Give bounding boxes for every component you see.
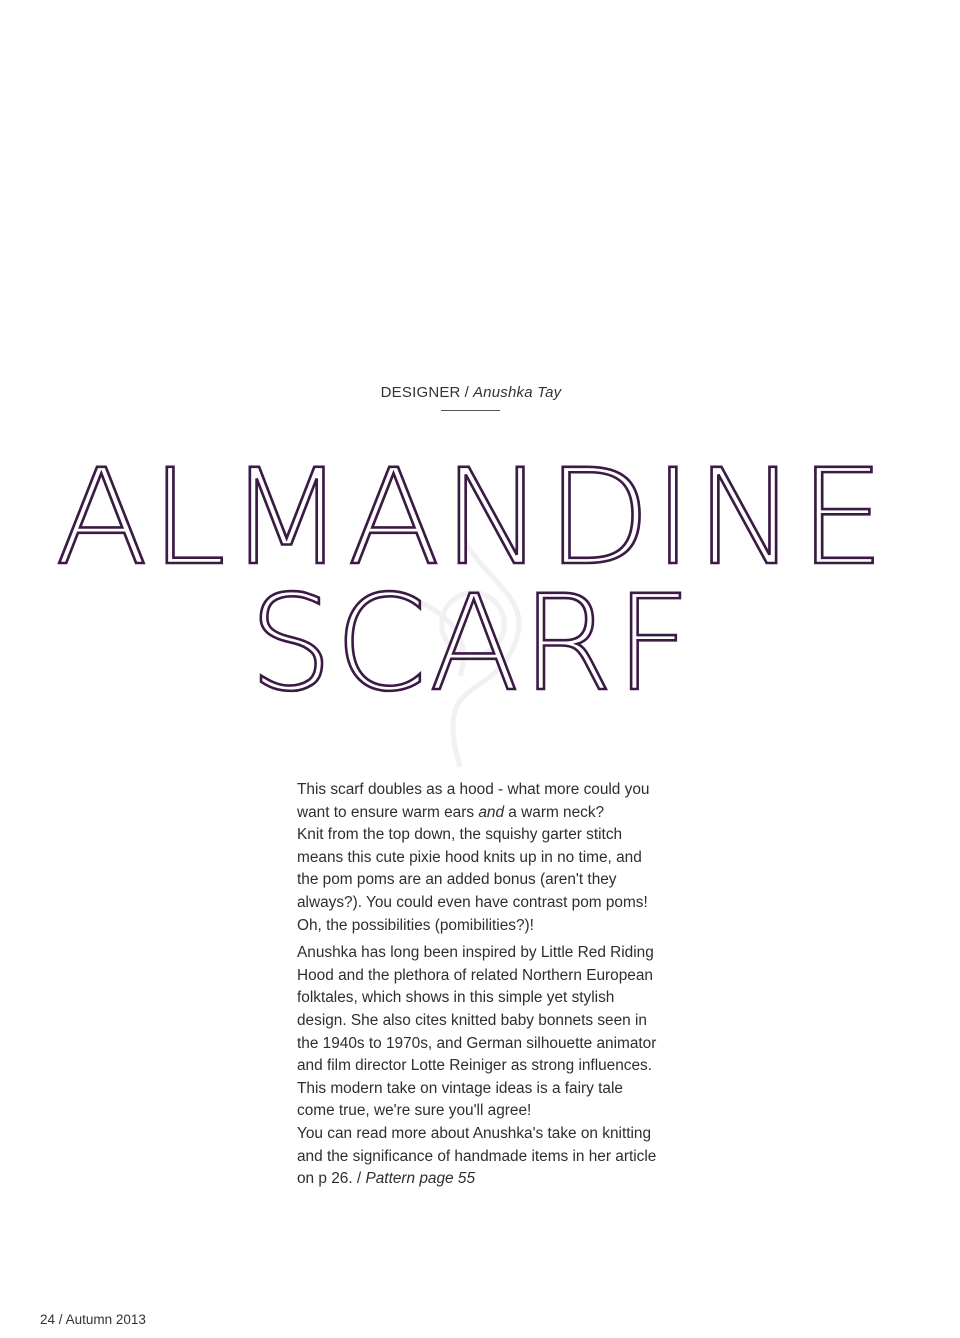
designer-separator: / [464,384,469,401]
inspiration-paragraph: Anushka has long been inspired by Little Red Riding Hood and the plethora of related Northern European folktales, which shows in this simple yet stylish design. She also cites knitted baby bonnets seen in the 1940s to 1970s, and German silhouette animator and film director Lotte Reiniger as strong influences. This modern take on vintage ideas is a fairy tale come true, we're sure you'll agree! [297,944,657,1120]
intro-text-end: a warm neck? [504,803,605,821]
footer-separator: / [58,1312,63,1327]
designer-label: DESIGNER [380,384,461,401]
reference-text: You can read more about Anushka's take on knitting and the significance of handmade items in her article on p 26. / [297,1124,657,1188]
intro-emphasis: and [478,803,505,821]
page-number: 24 [40,1312,56,1327]
reference-paragraph [297,1123,657,1191]
designer-underline [441,410,500,411]
intro-paragraph [297,779,657,824]
intro-text: This scarf doubles as a hood - what more could you want to ensure warm ears [297,781,650,821]
pattern-page-reference: Pattern page 55 [365,1170,475,1188]
page-footer [40,1312,146,1327]
title-line-2: SCARF [249,567,693,721]
designer-name: Anushka Tay [472,384,562,401]
title-line-1: ALMANDINE [55,441,887,595]
designer-credit [0,384,942,401]
article-body [297,779,657,1191]
issue-label: Autumn 2013 [65,1312,146,1327]
description-paragraph: Knit from the top down, the squishy garter stitch means this cute pixie hood knits up in no time, and the pom poms are an added bonus (aren't they always?). You could even have contrast pom poms! Oh, the possibilities (pomibilities?)! [297,826,648,934]
